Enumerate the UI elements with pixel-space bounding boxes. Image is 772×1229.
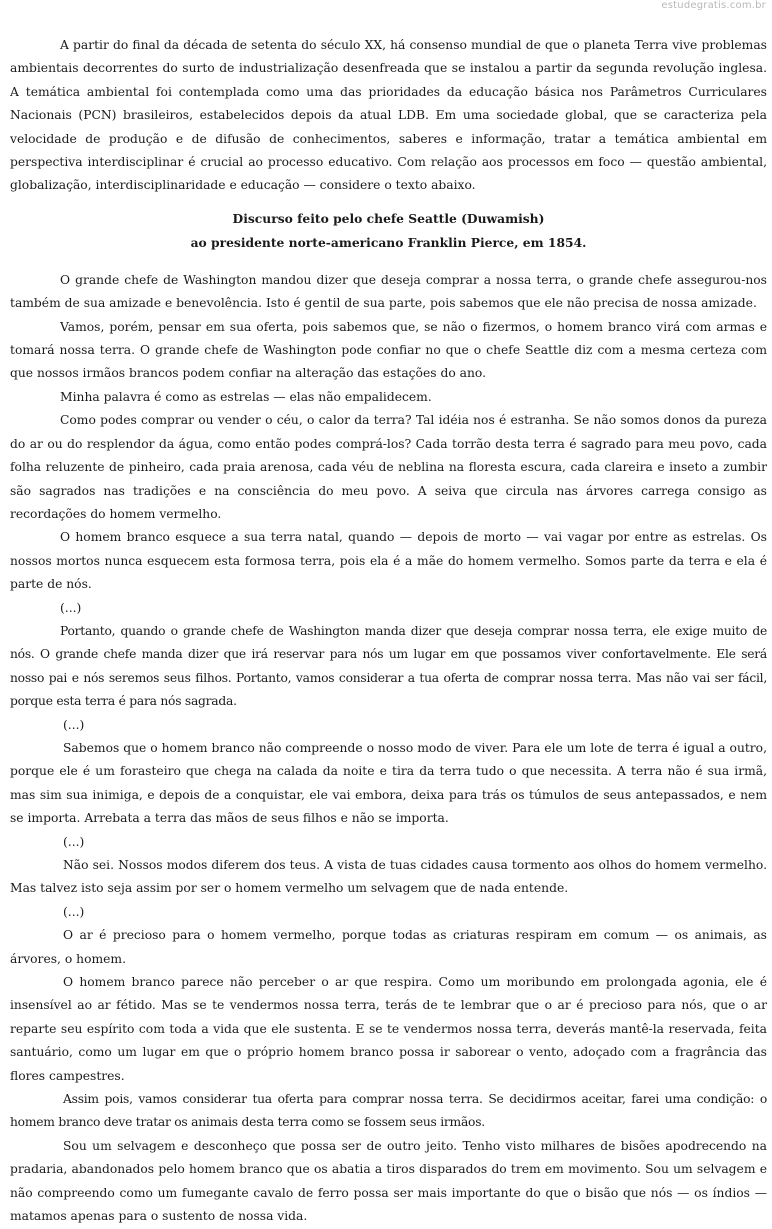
body-paragraph: Vamos, porém, pensar em sua oferta, pois sabemos que, se não o fizermos, o homem branco virá com armas e tomará nossa terra. O grande chefe de Washington pode confiar no que o chefe Seattle diz com a mesma certeza com que nossos irmãos brancos podem confiar na alteração das estações do ano. <box>10 319 767 381</box>
body-paragraph: Assim pois, vamos considerar tua oferta para comprar nossa terra. Se decidirmos aceitar, farei uma condição: o homem branco deve tratar os animais desta terra como se fossem seus irmãos. <box>10 1092 767 1130</box>
intro-section <box>10 34 767 198</box>
body-paragraph: Como podes comprar ou vender o céu, o calor da terra? Tal idéia nos é estranha. Se não somos donos da pureza do ar ou do resplendor da água, como então podes comprá-los? Cada torrão desta terra é sagrado para meu povo, cada folha reluzente de pinheiro, cada praia arenosa, cada véu de neblina na floresta escura, cada clareira e inseto a zumbir são sagrados nas tradições e na consciência do meu povo. A seiva que circula nas árvores carrega consigo as recordações do homem vermelho. <box>10 413 767 521</box>
ellipsis-marker: (...) <box>63 904 85 919</box>
ellipsis-marker: (...) <box>63 717 85 732</box>
speech-title <box>10 207 767 255</box>
ellipsis-marker: (...) <box>63 834 85 849</box>
body-paragraph: Sabemos que o homem branco não compreende o nosso modo de viver. Para ele um lote de terra é igual a outro, porque ele é um forasteiro que chega na calada da noite e tira da terra tudo o que necessita. A terra não é sua irmã, mas sim sua inimiga, e depois de a conquistar, ele vai embora, deixa para trás os túmulos de seus antepassados, e nem se importa. Arrebata a terra das mãos de seus filhos e não se importa. <box>10 740 767 826</box>
title-line-2: ao presidente norte-americano Franklin Pierce, em 1854. <box>190 234 587 250</box>
body-paragraph: O homem branco esquece a sua terra natal, quando — depois de morto — vai vagar por entre as estrelas. Os nossos mortos nunca esquecem esta formosa terra, pois ela é a mãe do homem vermelho. Somos parte da terra e ela é parte de nós. <box>10 530 767 592</box>
body-paragraph: O ar é precioso para o homem vermelho, porque todas as criaturas respiram em comum — os animais, as árvores, o homem. <box>10 928 767 966</box>
body-paragraph: Não sei. Nossos modos diferem dos teus. A vista de tuas cidades causa tormento aos olhos do homem vermelho. Mas talvez isto seja assim por ser o homem vermelho um selvagem que de nada entende. <box>10 858 767 896</box>
ellipsis-marker: (...) <box>60 600 82 615</box>
body-paragraph: Portanto, quando o grande chefe de Washington manda dizer que deseja comprar nossa terra, ele exige muito de nós. O grande chefe manda dizer que irá reservar para nós um lugar em que possamos viver confortavelmente. Ele será nosso pai e nós seremos seus filhos. Portanto, vamos considerar a tua oferta de comprar nossa terra. Mas não vai ser fácil, porque esta terra é para nós sagrada. <box>10 623 767 709</box>
watermark: estudegratis.com.br <box>661 0 766 11</box>
body-paragraph: O grande chefe de Washington mandou dizer que deseja comprar a nossa terra, o grande chefe assegurou-nos também de sua amizade e benevolência. Isto é gentil de sua parte, pois sabemos que ele não precisa de nossa amizade. <box>10 272 767 311</box>
title-line-1: Discurso feito pelo chefe Seattle (Duwamish) <box>232 210 545 226</box>
speech-body <box>10 269 767 1229</box>
body-paragraph: Sou um selvagem e desconheço que possa ser de outro jeito. Tenho visto milhares de bisões apodrecendo na pradaria, abandonados pelo homem branco que os abatia a tiros disparados do trem em movimento. Sou um selvagem e não compreendo como um fumegante cavalo de ferro possa ser mais importante do que o bisão que nós — os índios — matamos apenas para o sustento de nossa vida. <box>10 1138 767 1224</box>
body-paragraph: O homem branco parece não perceber o ar que respira. Como um moribundo em prolongada agonia, ele é insensível ao ar fétido. Mas se te vendermos nossa terra, terás de te lembrar que o ar é precioso para nós, que o ar reparte seu espírito com toda a vida que ele sustenta. E se te vendermos nossa terra, deverás mantê-la reservada, feita santuário, como um lugar em que o próprio homem branco possa ir saborear o vento, adoçado com a fragrância das flores campestres. <box>10 975 767 1083</box>
body-paragraph: Minha palavra é como as estrelas — elas não empalidecem. <box>60 389 432 404</box>
intro-paragraph: A partir do final da década de setenta do século XX, há consenso mundial de que o planeta Terra vive problemas ambientais decorrentes do surto de industrialização desenfreada que se instalou a partir da segunda revolução inglesa. A temática ambiental foi contemplada como uma das prioridades da educação básica nos Parâmetros Curriculares Nacionais (PCN) brasileiros, estabelecidos depois da atual LDB. Em uma sociedade global, que se caracteriza pela velocidade de produção e de difusão de conhecimentos, saberes e informação, tratar a temática ambiental em perspectiva interdisciplinar é crucial ao processo educativo. Com relação aos processos em foco — questão ambiental, globalização, interdisciplinaridade e educação — considere o texto abaixo. <box>10 38 767 193</box>
document <box>10 34 767 1229</box>
